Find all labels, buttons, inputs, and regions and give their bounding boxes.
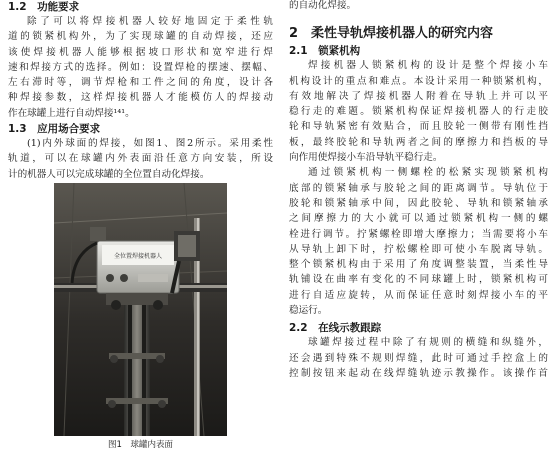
paragraph-line: 通过锁紧机构一侧螺栓的松紧实现锁紧机构 — [308, 167, 548, 179]
figure-1-caption: 图1 球罐内表面 — [108, 439, 173, 450]
section-2-title: 2 柔性导轨焊接机器人的研究内容 — [289, 26, 494, 42]
paragraph-line: 除了可以将焊接机器人较好地固定于柔性轨 — [27, 16, 273, 27]
paragraph-line: 的自动化焊接。 — [289, 0, 357, 11]
section-2-1-body — [289, 58, 548, 318]
right-column — [289, 0, 548, 381]
paragraph-line: 该使焊接机器人能够根据坡口形状和宽窄进行焊 — [8, 46, 273, 58]
paragraph-line: 机构设计的重点和难点。本设计采用一种锁紧机构， — [289, 75, 548, 87]
paragraph-line: 之间摩擦力的大小就可以通过锁紧机构一侧的螺 — [289, 213, 548, 225]
paragraph-line: 进行自适应旋转，从而保证任意时刻焊接小车的平 — [289, 289, 548, 301]
section-2-2-body — [289, 335, 548, 381]
paragraph-line: 道的锁紧机构外，为了实现球罐的自动焊接，还应 — [8, 31, 273, 43]
section-2-2-title: 2.2 在线示教跟踪 — [289, 322, 382, 335]
paragraph-line: 栓进行调节。拧紧螺栓即增大摩擦力；当需要将小车 — [289, 228, 548, 240]
paragraph-line: 稳运行。 — [289, 305, 328, 317]
paragraph-line: 焊接机器人锁紧机构的设计是整个焊接小车 — [308, 60, 548, 72]
paragraph-line: 作在球罐上进行自动焊接¹⁴¹。 — [8, 107, 135, 119]
device-label: 全位置焊接机器人 — [113, 252, 163, 260]
section-1-3-title: 1.3 应用场合要求 — [8, 123, 101, 136]
paragraph-line: (1)内外球面的焊接，如图1、图2所示。采用柔性 — [27, 138, 273, 150]
paragraph-line: 有效地解决了焊接机器人附着在导轨上并可以平 — [289, 90, 548, 102]
paragraph-line: 球罐焊接过程中除了有规则的横缝和纵缝外， — [308, 337, 548, 349]
paragraph-line: 稳行走的难题。锁紧机构保证焊接机器人的行走胶 — [289, 106, 548, 118]
paragraph-line: 从导轨上卸下时，拧松螺栓即可使小车脱离导轨。 — [289, 243, 548, 255]
paragraph-line: 轨铺设在曲率有变化的不同球罐上时，锁紧机构可 — [289, 274, 548, 286]
paragraph-line: 计的机器人可以完成球罐的全位置自动化焊接。 — [8, 168, 210, 180]
paragraph-line: 胶轮和锁紧轴承中间，因此胶轮、导轨和锁紧轴承 — [289, 197, 548, 209]
welding-robot-photo-illustration — [54, 183, 227, 436]
section-2-1-title: 2.1 锁紧机构 — [289, 45, 361, 58]
section-1-2-title: 1.2 功能要求 — [8, 1, 80, 13]
paragraph-line: 向作用使焊接小车沿导轨平稳行走。 — [289, 152, 443, 164]
paragraph-line: 控制按钮来起动在线焊缝轨迹示教操作。该操作首 — [289, 367, 548, 379]
paragraph-line: 整个锁紧机构由于采用了角度调整装置，当柔性导 — [289, 259, 548, 271]
paragraph-line: 轨道，可以在球罐内外表面沿任意方向安装，所设 — [8, 153, 273, 165]
paragraph-line: 板，最终胶轮和导轨两者之间的摩擦力和挡板的导 — [289, 136, 548, 148]
section-1-2-body — [8, 14, 273, 121]
paragraph-line: 种焊接参数，这样焊接机器人才能模仿人的焊接动 — [8, 92, 273, 104]
paragraph-line: 速和焊接方式的选择。例如：设置焊枪的摆速、摆幅、 — [8, 61, 273, 73]
paragraph-line: 左右滞时等，调节焊枪和工件之间的角度，设计各 — [8, 77, 273, 89]
paragraph-line: 轮和导轨紧密有效贴合，而且胶轮一侧带有刚性挡 — [289, 121, 548, 133]
section-1-3-body — [8, 136, 273, 182]
figure-1-photo — [54, 183, 227, 436]
paragraph-line: 底部的锁紧轴承与胶轮之间的距离调节。导轨位于 — [289, 182, 548, 194]
paragraph-line: 还会遇到特殊不规则焊缝，此时可通过手控盒上的 — [289, 352, 548, 364]
left-column — [8, 0, 273, 451]
